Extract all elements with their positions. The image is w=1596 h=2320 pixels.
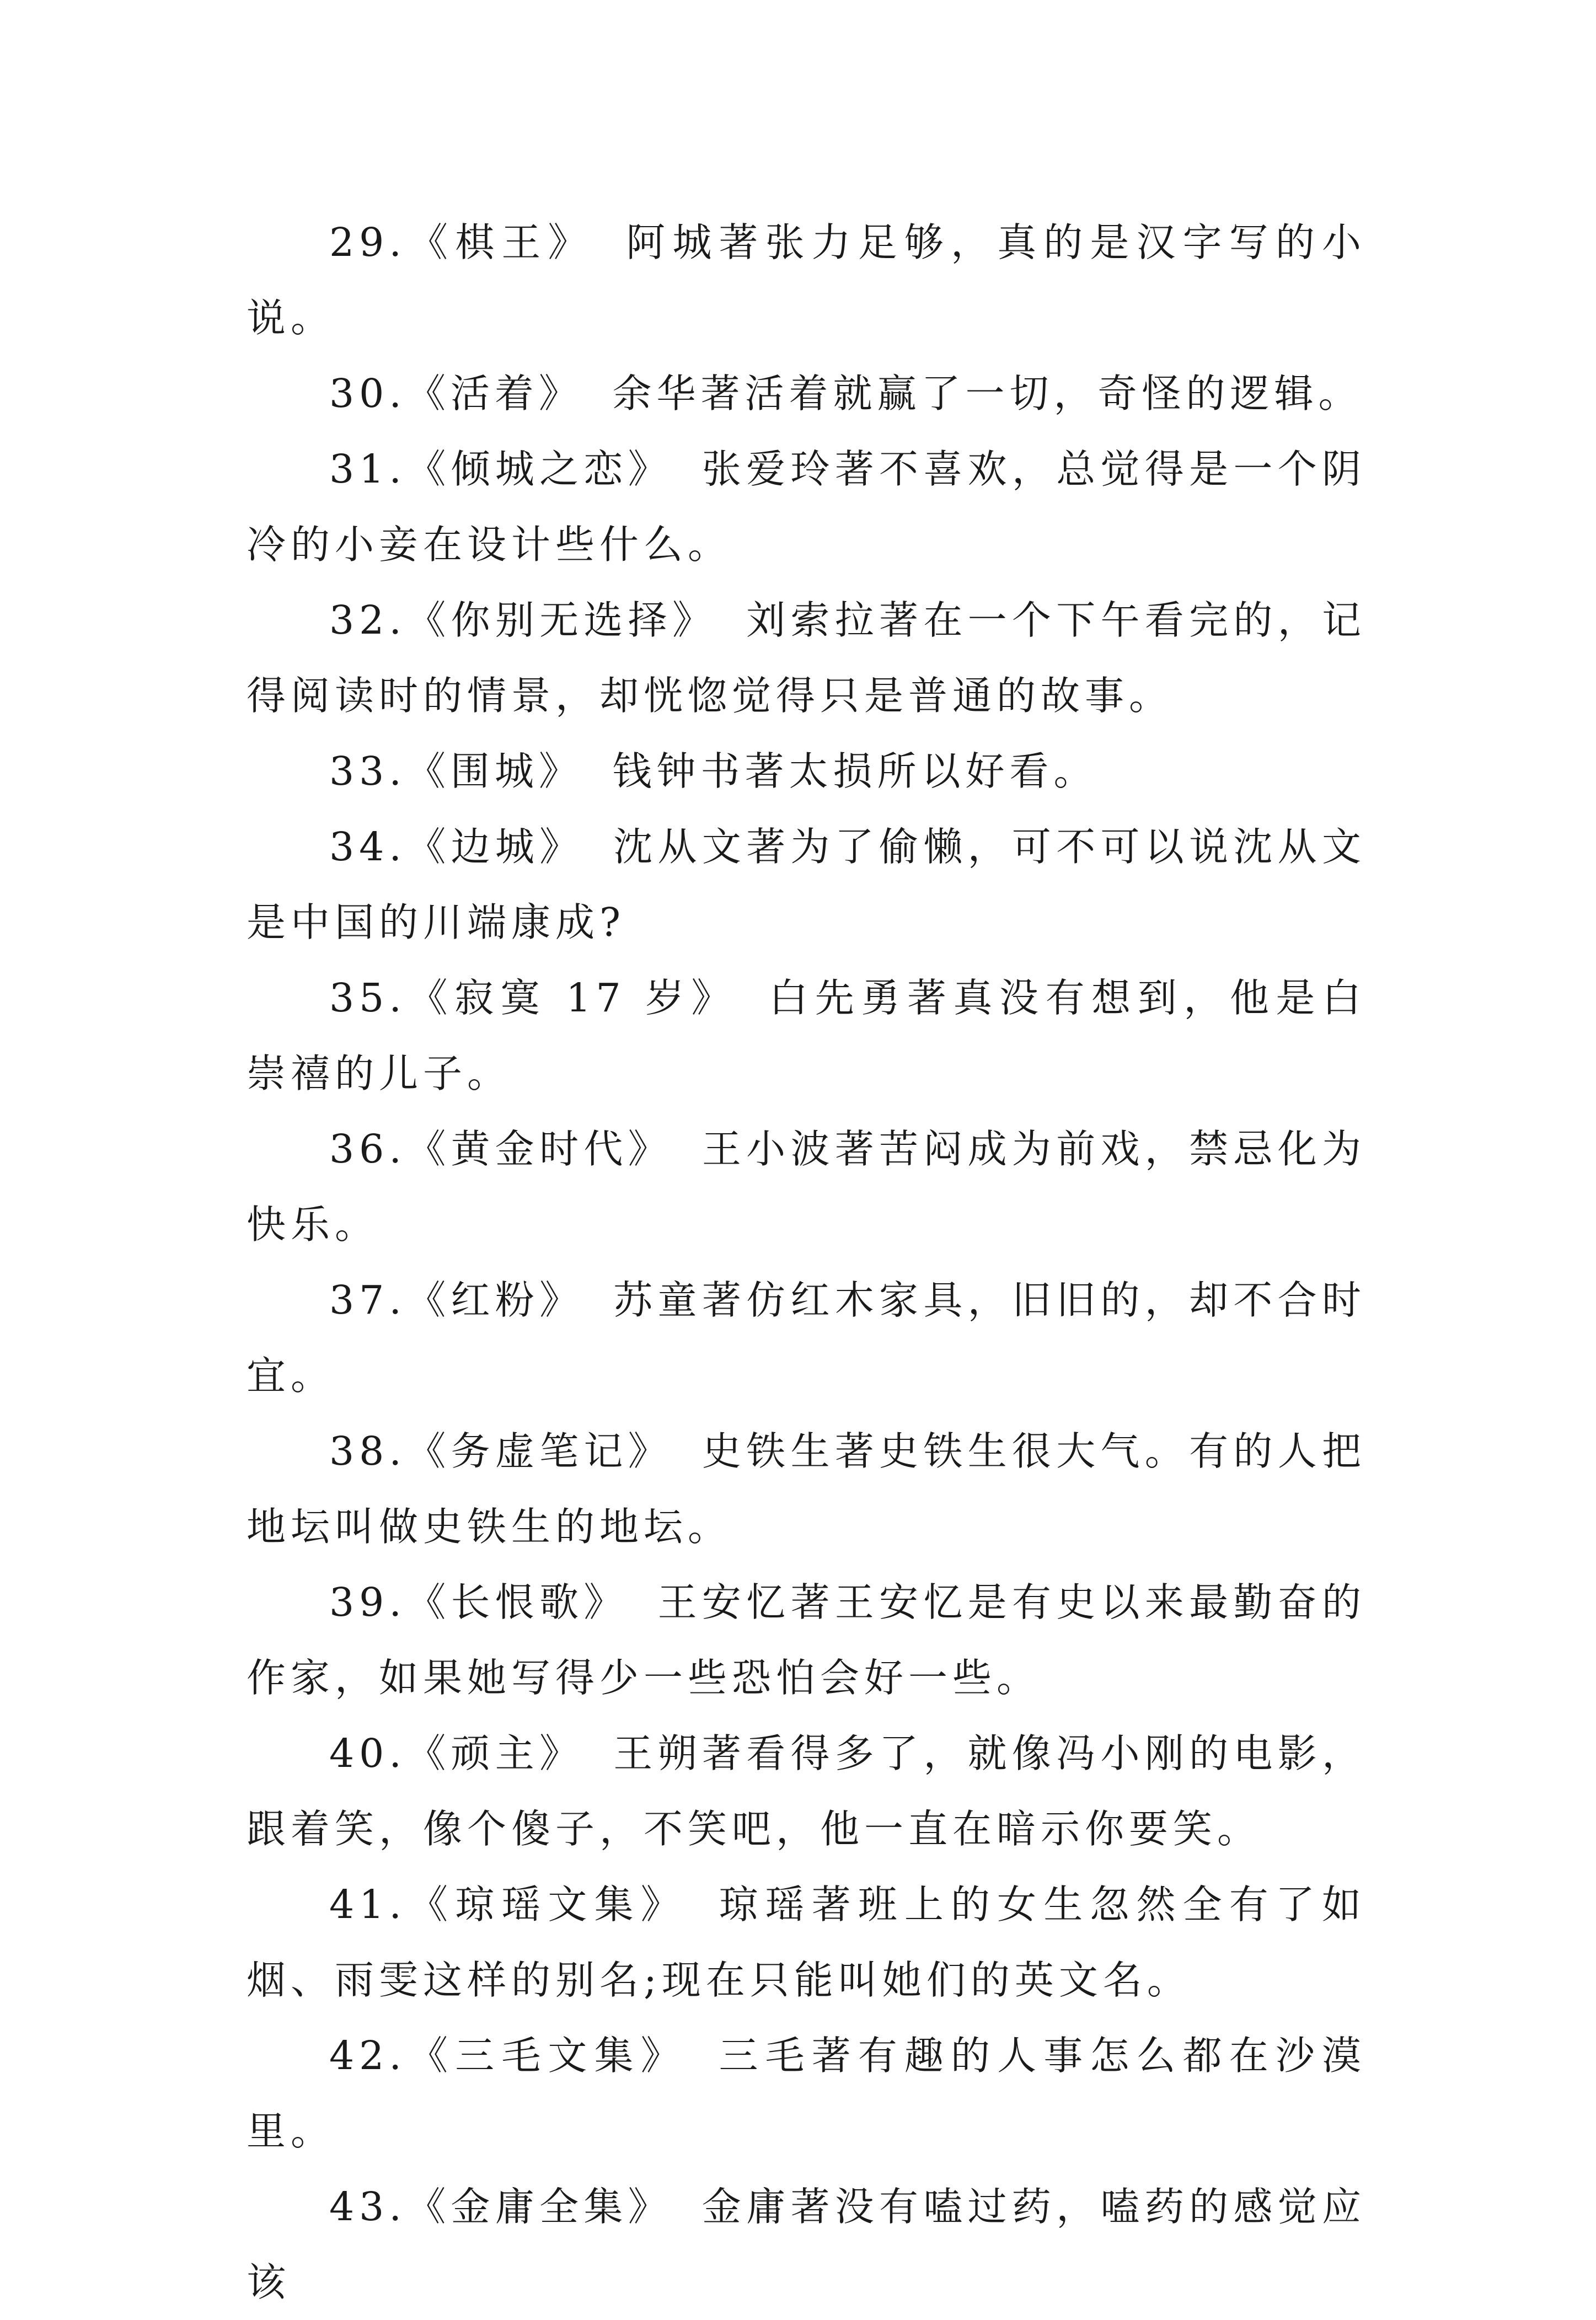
book-author: 苏童著 bbox=[613, 1277, 747, 1323]
book-title: 《顽主》 bbox=[406, 1730, 584, 1776]
entry-number: 38. bbox=[329, 1428, 406, 1474]
book-title: 《长恨歌》 bbox=[406, 1579, 628, 1625]
entry-number: 43. bbox=[329, 2184, 406, 2230]
entry-number: 31. bbox=[329, 446, 406, 492]
list-item bbox=[247, 582, 1366, 733]
list-item bbox=[247, 960, 1366, 1111]
book-title: 《你别无选择》 bbox=[406, 597, 717, 643]
book-author: 余华著 bbox=[612, 371, 745, 416]
list-item bbox=[247, 1867, 1366, 2018]
book-author: 白先勇著 bbox=[769, 975, 954, 1021]
entry-number: 35. bbox=[329, 975, 406, 1021]
book-title: 《倾城之恋》 bbox=[406, 446, 672, 492]
list-item bbox=[247, 1413, 1366, 1564]
book-author: 琼瑶著 bbox=[719, 1882, 858, 1927]
book-title: 《边城》 bbox=[406, 824, 584, 870]
book-title: 《金庸全集》 bbox=[406, 2184, 672, 2230]
book-comment: 有趣的人事怎么都在沙漠里。 bbox=[247, 2033, 1366, 2154]
book-list bbox=[247, 205, 1366, 2320]
book-comment: 活着就赢了一切，奇怪的逻辑。 bbox=[745, 371, 1363, 416]
book-author: 沈从文著 bbox=[613, 824, 791, 870]
book-author: 金庸著 bbox=[701, 2184, 835, 2230]
entry-number: 37. bbox=[329, 1277, 406, 1323]
book-comment: 苦闷成为前戏，禁忌化为快乐。 bbox=[247, 1126, 1366, 1247]
list-item bbox=[247, 1111, 1366, 1262]
book-comment: 班上的女生忽然全有了如烟、雨雯这样的别名;现在只能叫她们的英文名。 bbox=[247, 1882, 1366, 2003]
book-author: 史铁生著 bbox=[701, 1428, 880, 1474]
entry-number: 32. bbox=[329, 597, 406, 643]
list-item bbox=[247, 431, 1366, 582]
book-title: 《黄金时代》 bbox=[406, 1126, 672, 1172]
list-item bbox=[247, 733, 1366, 809]
book-title: 《棋王》 bbox=[406, 219, 595, 265]
book-title: 《寂寞 17 岁》 bbox=[406, 975, 737, 1021]
entry-number: 39. bbox=[329, 1579, 406, 1625]
book-comment: 为了偷懒，可不可以说沈从文是中国的川端康成? bbox=[247, 824, 1366, 945]
book-author: 王小波著 bbox=[701, 1126, 880, 1172]
book-comment: 没有嗑过药，嗑药的感觉应该 bbox=[247, 2184, 1366, 2305]
book-comment: 王安忆是有史以来最勤奋的作家，如果她写得少一些恐怕会好一些。 bbox=[247, 1579, 1366, 1701]
list-item bbox=[247, 809, 1366, 960]
book-author: 三毛著 bbox=[719, 2033, 858, 2078]
entry-number: 29. bbox=[329, 219, 406, 265]
book-author: 阿城著 bbox=[626, 219, 765, 265]
list-item bbox=[247, 1262, 1366, 1413]
list-item bbox=[247, 205, 1366, 356]
book-author: 张爱玲著 bbox=[701, 446, 880, 492]
book-title: 《红粉》 bbox=[406, 1277, 584, 1323]
book-title: 《务虚笔记》 bbox=[406, 1428, 672, 1474]
book-author: 钱钟书著 bbox=[612, 748, 789, 794]
list-item bbox=[247, 1564, 1366, 1716]
book-comment: 太损所以好看。 bbox=[789, 748, 1098, 794]
book-title: 《围城》 bbox=[406, 748, 583, 794]
book-title: 《琼瑶文集》 bbox=[406, 1882, 687, 1927]
entry-number: 36. bbox=[329, 1126, 406, 1172]
book-comment: 真没有想到，他是白崇禧的儿子。 bbox=[247, 975, 1366, 1096]
entry-number: 40. bbox=[329, 1730, 406, 1776]
book-comment: 张力足够，真的是汉字写的小说。 bbox=[247, 219, 1366, 341]
book-author: 刘索拉著 bbox=[746, 597, 924, 643]
book-title: 《三毛文集》 bbox=[406, 2033, 687, 2078]
book-title: 《活着》 bbox=[406, 371, 583, 416]
entry-number: 41. bbox=[329, 1882, 406, 1927]
entry-number: 34. bbox=[329, 824, 406, 870]
entry-number: 33. bbox=[329, 748, 406, 794]
book-comment: 在一个下午看完的，记得阅读时的情景，却恍惚觉得只是普通的故事。 bbox=[247, 597, 1366, 719]
book-comment: 史铁生很大气。有的人把地坛叫做史铁生的地坛。 bbox=[247, 1428, 1366, 1550]
book-comment: 不喜欢，总觉得是一个阴冷的小妾在设计些什么。 bbox=[247, 446, 1366, 567]
book-author: 王安忆著 bbox=[657, 1579, 835, 1625]
book-author: 王朔著 bbox=[613, 1730, 747, 1776]
book-comment: 看得多了，就像冯小刚的电影，跟着笑，像个傻子，不笑吧，他一直在暗示你要笑。 bbox=[247, 1730, 1366, 1852]
list-item bbox=[247, 356, 1366, 431]
book-comment: 仿红木家具，旧旧的，却不合时宜。 bbox=[247, 1277, 1366, 1399]
list-item bbox=[247, 2018, 1366, 2169]
entry-number: 30. bbox=[329, 371, 406, 416]
list-item bbox=[247, 1716, 1366, 1867]
entry-number: 42. bbox=[329, 2033, 406, 2078]
list-item bbox=[247, 2169, 1366, 2320]
